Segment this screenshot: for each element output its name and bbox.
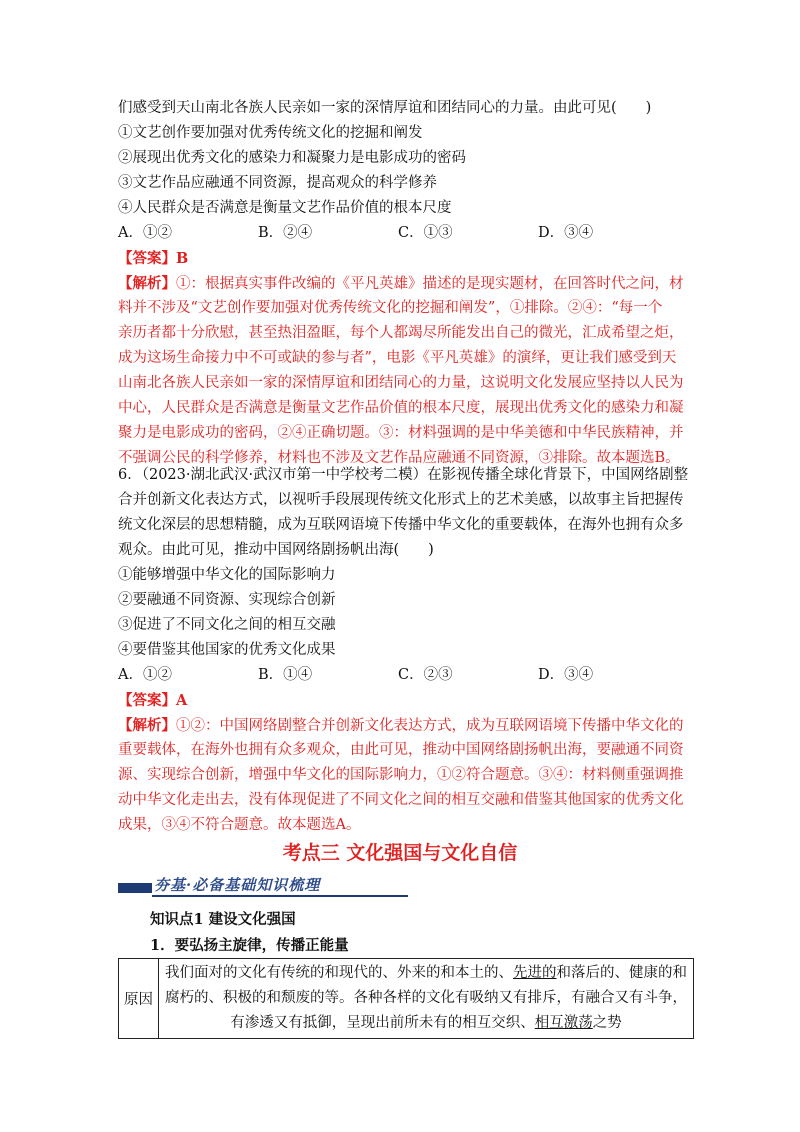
analysis-line: 不强调公民的科学修养，材料也不涉及文艺作品应融通不同资源，③排除。故本题选B。 bbox=[118, 450, 680, 466]
question-6-item-1: ①能够增强中华文化的国际影响力 bbox=[118, 567, 336, 583]
text-run: 之势 bbox=[592, 1015, 622, 1031]
question-5-item-3: ③文艺作品应融通不同资源，提高观众的科学修养 bbox=[118, 175, 437, 191]
table-line bbox=[165, 1011, 687, 1036]
option-d: D．③④ bbox=[538, 225, 594, 241]
question-5-options bbox=[118, 221, 688, 246]
option-d: D．③④ bbox=[538, 667, 594, 683]
banner-text: 夯基·必备基础知识梳理 bbox=[154, 876, 321, 894]
option-c: C．①③ bbox=[398, 225, 453, 241]
question-6-stem-line: 观众。由此可见，推动中国网络剧扬帆出海( ) bbox=[118, 542, 434, 558]
table-row bbox=[119, 959, 694, 1039]
option-a: A．①② bbox=[118, 667, 172, 683]
analysis-line: 山南北各族人民亲如一家的深情厚谊和团结同心的力量，这说明文化发展应坚持以人民为 bbox=[118, 375, 684, 391]
underlined-text: 相互激荡 bbox=[534, 1015, 593, 1031]
analysis-line: 成果，③④不符合题意。故本题选A。 bbox=[118, 817, 361, 833]
answer-label: 【答案】 bbox=[118, 692, 176, 709]
question-5-answer bbox=[118, 246, 688, 271]
analysis-line: 动中华文化走出去，没有体现促进了不同文化之间的相互交融和借鉴其他国家的优秀文化 bbox=[118, 792, 684, 808]
question-5 bbox=[118, 96, 688, 471]
knowledge-point-title: 知识点1 建设文化强国 bbox=[150, 911, 296, 928]
text-run: 和落后的、健康的和 bbox=[556, 965, 687, 981]
analysis-line: 中心，人民群众是否满意是衡量文艺作品价值的根本尺度，展现出优秀文化的感染力和凝 bbox=[118, 400, 684, 416]
analysis-line: 重要载体，在海外也拥有众多观众，由此可见，推动中国网络剧扬帆出海，要融通不同资 bbox=[118, 742, 684, 758]
question-6 bbox=[118, 463, 688, 838]
analysis-line: 聚力是电影成功的密码，②④正确切题。③：材料强调的是中华美德和中华民族精神，并 bbox=[118, 425, 684, 441]
question-6-analysis bbox=[118, 713, 688, 838]
answer-value: A bbox=[176, 692, 188, 709]
question-5-analysis bbox=[118, 271, 688, 471]
analysis-line: ①②：中国网络剧整合并创新文化表达方式，成为互联网语境下传播中华文化的 bbox=[176, 718, 684, 734]
banner-underline bbox=[152, 895, 408, 897]
analysis-line: 亲历者都十分欣慰，甚至热泪盈眶，每个人都竭尽所能发出自己的微光，汇成希望之炬， bbox=[118, 325, 684, 341]
text-run: 我们面对的文化有传统的和现代的、外来的和本土的、 bbox=[165, 965, 513, 981]
answer-label: 【答案】 bbox=[118, 250, 176, 267]
question-6-options bbox=[118, 663, 688, 688]
question-6-stem-line: 统文化深层的思想精髓，成为互联网语境下传播中华文化的重要载体，在海外也拥有众多 bbox=[118, 517, 684, 533]
option-a: A．①② bbox=[118, 225, 172, 241]
question-5-item-2: ②展现出优秀文化的感染力和凝聚力是电影成功的密码 bbox=[118, 150, 466, 166]
answer-value: B bbox=[176, 250, 189, 267]
subheading: 1．要弘扬主旋律，传播正能量 bbox=[150, 937, 349, 954]
question-5-stem: 们感受到天山南北各族人民亲如一家的深情厚谊和团结同心的力量。由此可见( ) bbox=[118, 100, 652, 116]
analysis-label: 【解析】 bbox=[118, 717, 176, 734]
analysis-line: 料并不涉及“文艺创作要加强对优秀传统文化的挖掘和阐发”，①排除。②④：“每一个 bbox=[118, 300, 663, 316]
text-run: 有渗透又有抵御，呈现出前所未有的相互交织、 bbox=[230, 1015, 535, 1031]
knowledge-table bbox=[118, 958, 694, 1039]
analysis-line: ①：根据真实事件改编的《平凡英雄》描述的是现实题材，在回答时代之问，材 bbox=[176, 276, 684, 292]
analysis-line: 源、实现综合创新，增强中华文化的国际影响力，①②符合题意。③④：材料侧重强调推 bbox=[118, 767, 684, 783]
question-6-item-2: ②要融通不同资源、实现综合创新 bbox=[118, 592, 336, 608]
table-header-cell: 原因 bbox=[119, 959, 159, 1039]
table-content-cell bbox=[159, 959, 694, 1039]
question-6-answer bbox=[118, 688, 688, 713]
table-line bbox=[165, 961, 687, 986]
question-6-item-4: ④要借鉴其他国家的优秀文化成果 bbox=[118, 642, 336, 658]
analysis-line: 成为这场生命接力中不可或缺的参与者”，电影《平凡英雄》的演绎，更让我们感受到天 bbox=[118, 350, 677, 366]
analysis-label: 【解析】 bbox=[118, 275, 176, 292]
underlined-text: 先进的 bbox=[513, 965, 557, 981]
question-6-stem-line: 6．（2023·湖北武汉·武汉市第一中学校考二模）在影视传播全球化背景下，中国网络剧整 bbox=[118, 467, 688, 483]
option-b: B．②④ bbox=[258, 225, 313, 241]
option-b: B．①④ bbox=[258, 667, 313, 683]
option-c: C．②③ bbox=[398, 667, 453, 683]
table-line: 腐朽的、积极的和颓废的等。各种各样的文化有吸纳又有排斥，有融合又有斗争， bbox=[165, 990, 687, 1006]
banner-bar-decoration bbox=[118, 883, 152, 893]
question-5-item-4: ④人民群众是否满意是衡量文艺作品价值的根本尺度 bbox=[118, 200, 452, 216]
section-banner bbox=[118, 872, 408, 898]
question-5-item-1: ①文艺创作要加强对优秀传统文化的挖掘和阐发 bbox=[118, 125, 423, 141]
question-6-stem-line: 合并创新文化表达方式，以视听手段展现传统文化形式上的艺术美感，以故事主旨把握传 bbox=[118, 492, 684, 508]
section-title: 考点三 文化强国与文化自信 bbox=[282, 842, 518, 864]
question-6-item-3: ③促进了不同文化之间的相互交融 bbox=[118, 617, 336, 633]
